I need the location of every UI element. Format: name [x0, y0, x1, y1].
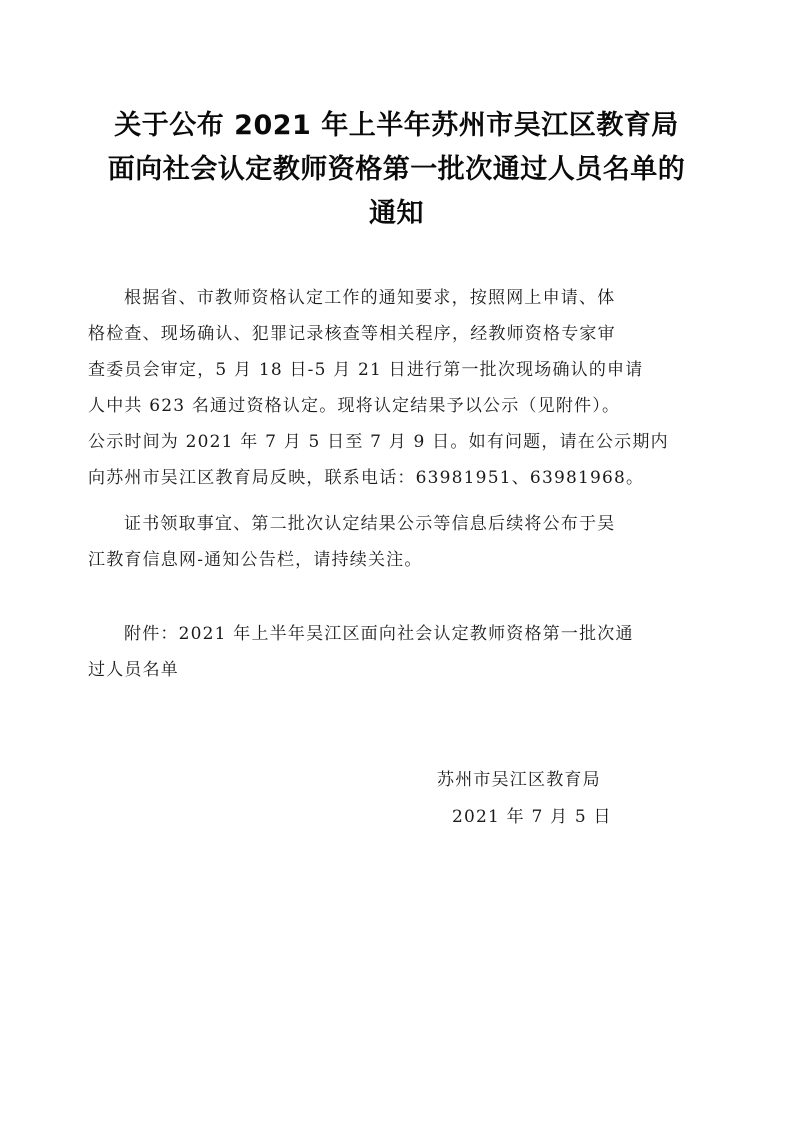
paragraph-1-line-2: 格检查、现场确认、犯罪记录核查等相关程序，经教师资格专家审 [88, 324, 616, 344]
paragraph-2-line-2: 江教育信息网-通知公告栏，请持续关注。 [88, 550, 423, 570]
signature-organization: 苏州市吴江区教育局 [437, 770, 601, 790]
attachment-line-1: 附件：2021 年上半年吴江区面向社会认定教师资格第一批次通 [124, 624, 634, 644]
body-paragraph-2 [88, 506, 706, 578]
paragraph-1-line-6: 向苏州市吴江区教育局反映，联系电话：63981951、63981968。 [88, 468, 645, 488]
attachment-paragraph [88, 616, 706, 688]
paragraph-1-line-5: 公示时间为 2021 年 7 月 5 日至 7 月 9 日。如有问题，请在公示期内 [88, 432, 669, 452]
paragraph-1-line-1: 根据省、市教师资格认定工作的通知要求，按照网上申请、体 [124, 288, 616, 308]
title-line-1: 关于公布 2021 年上半年苏州市吴江区教育局 [114, 110, 679, 141]
title-line-2: 面向社会认定教师资格第一批次通过人员名单的 [107, 154, 686, 185]
attachment-line-2: 过人员名单 [88, 660, 179, 680]
signature-date: 2021 年 7 月 5 日 [452, 807, 612, 827]
title-line-3: 通知 [369, 198, 424, 229]
paragraph-2-line-1: 证书领取事宜、第二批次认定结果公示等信息后续将公布于吴 [124, 514, 616, 534]
paragraph-1-line-4: 人中共 623 名通过资格认定。现将认定结果予以公示（见附件）。 [88, 396, 621, 416]
document-title [80, 104, 713, 236]
paragraph-1-line-3: 查委员会审定，5 月 18 日-5 月 21 日进行第一批次现场确认的申请 [88, 360, 644, 380]
body-paragraph-1 [88, 280, 706, 496]
